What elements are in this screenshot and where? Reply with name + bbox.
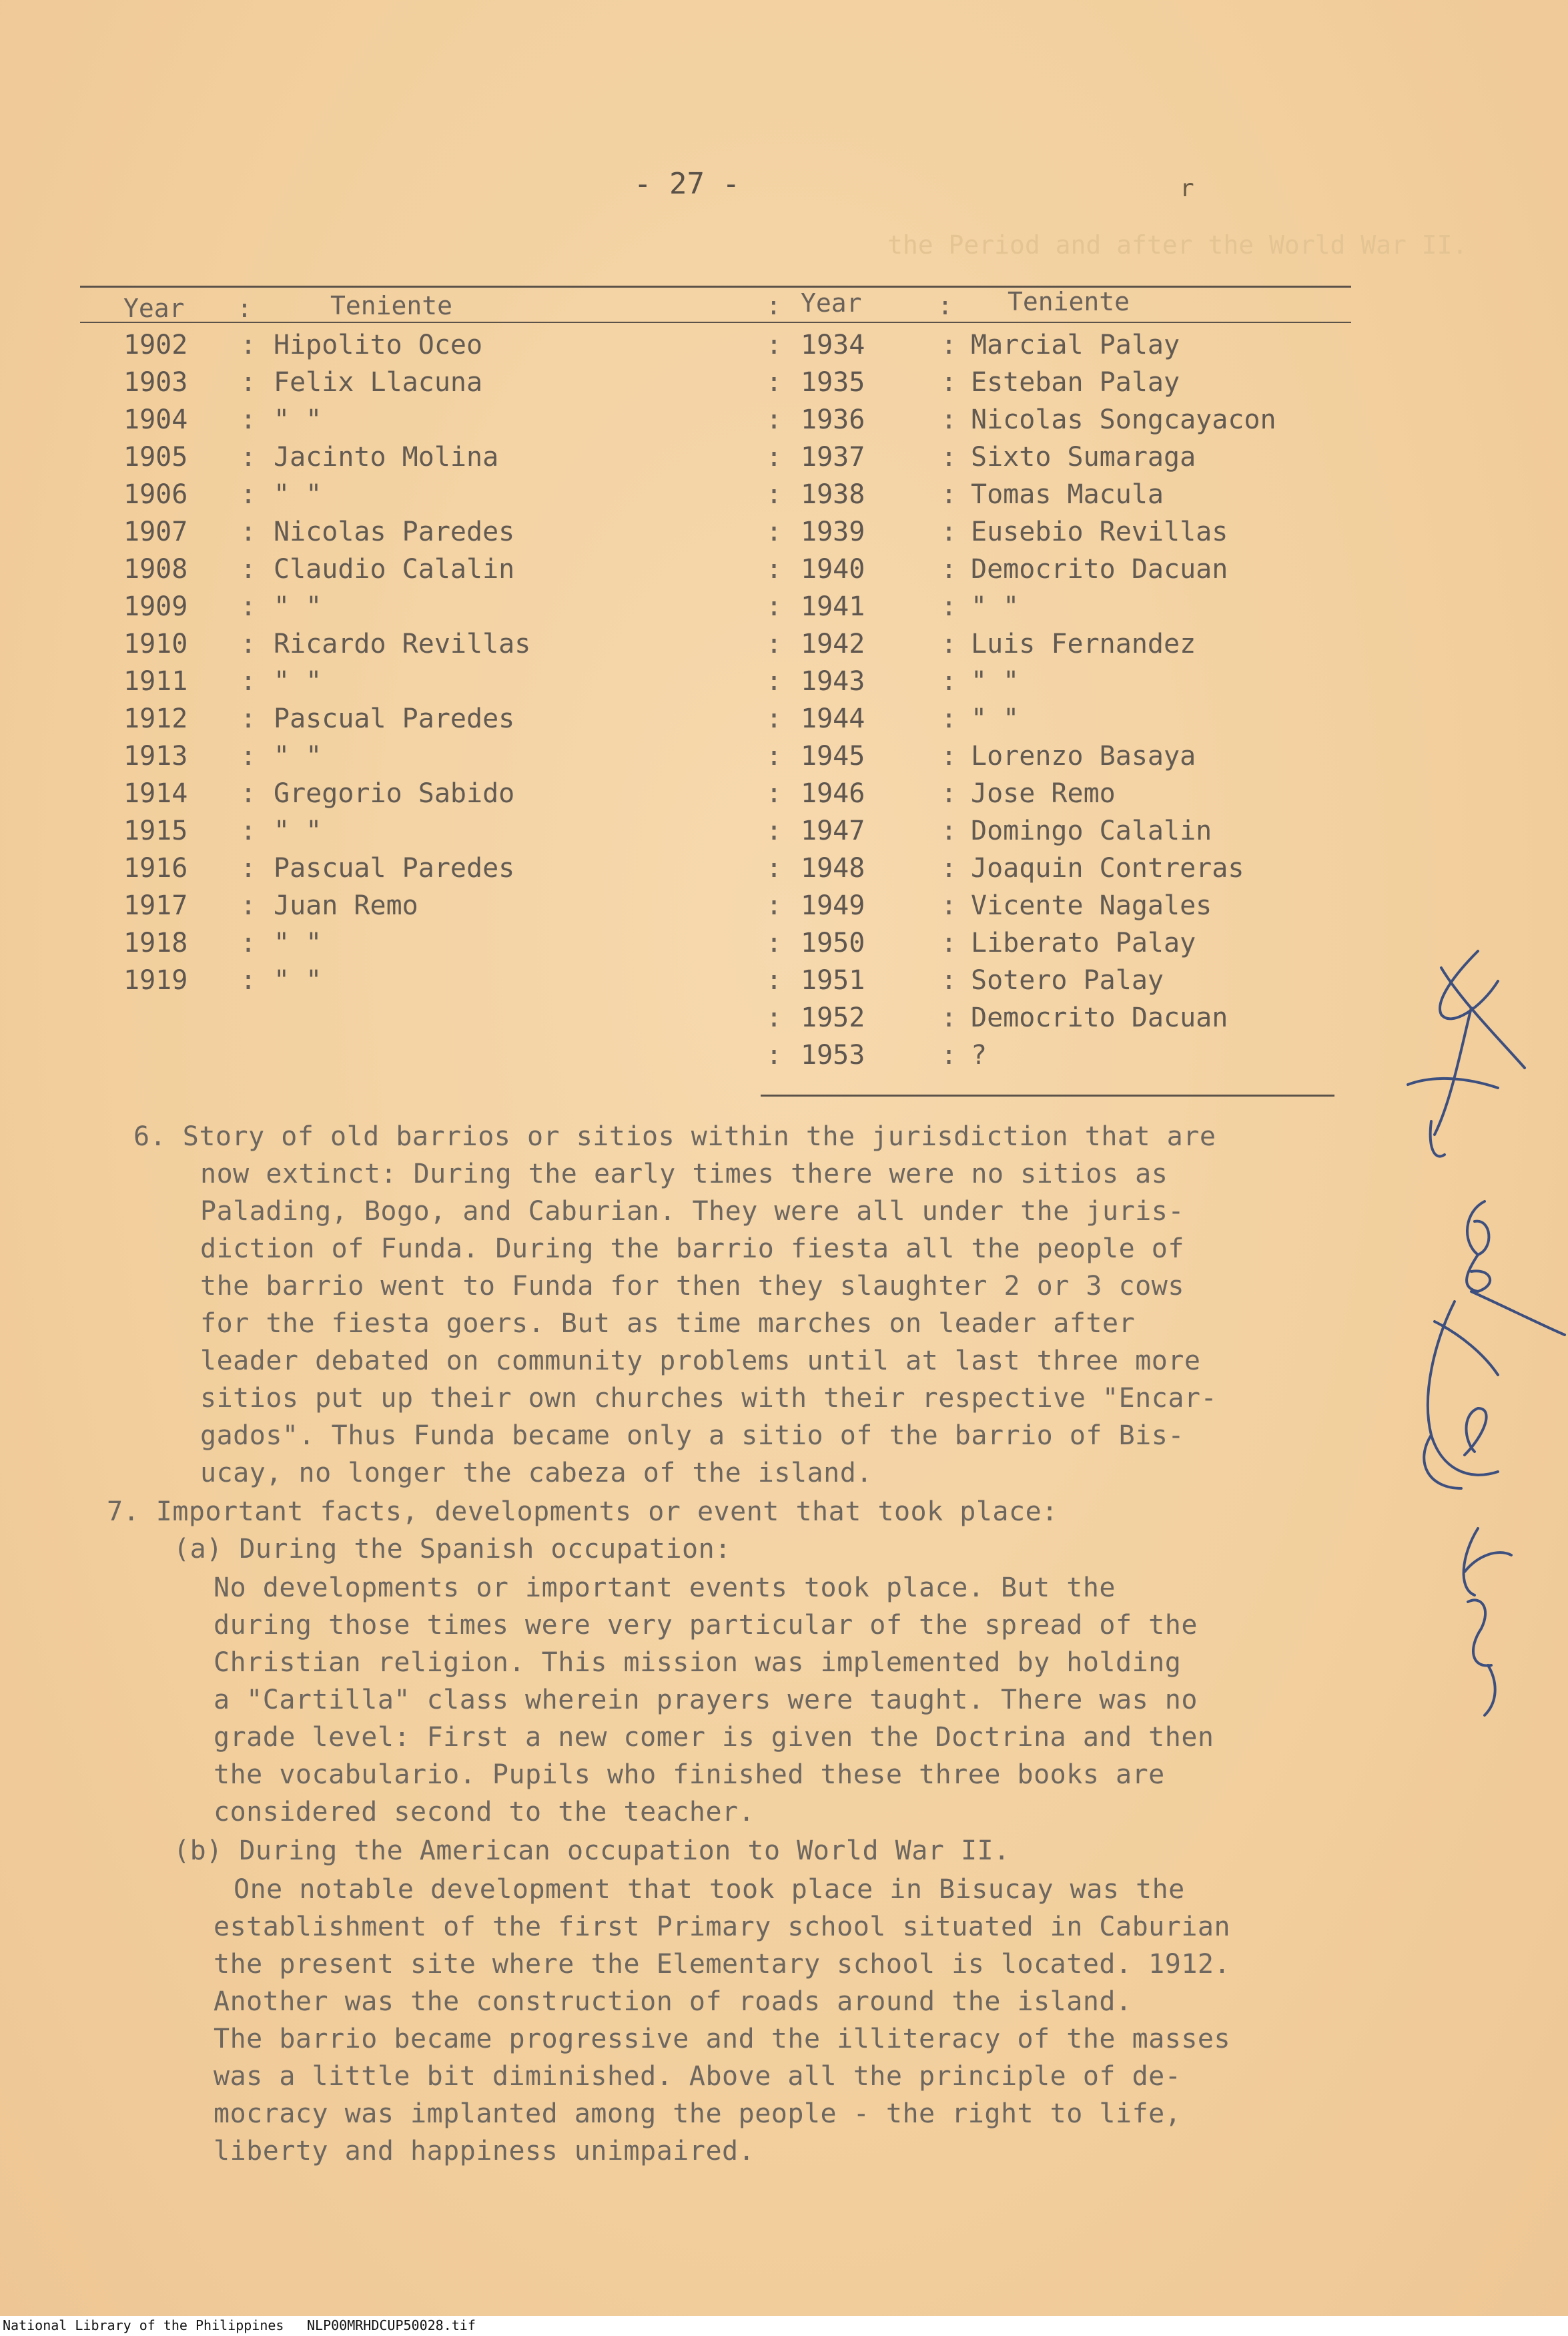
left-teniente-12: Gregorio Sabido xyxy=(274,778,515,809)
left-teniente-17: " " xyxy=(274,965,322,996)
header-sep-mid: : xyxy=(766,291,781,320)
right-year-11: 1945 xyxy=(801,741,865,772)
right-sep-mid-8: : xyxy=(766,629,783,659)
left-year-10: 1912 xyxy=(123,703,188,734)
body-line-3: Palading, Bogo, and Caburian. They were all under the juris- xyxy=(200,1196,1184,1227)
right-year-8: 1942 xyxy=(801,629,865,659)
left-sep-7: : xyxy=(240,591,257,622)
body-line-10: ucay, no longer the cabeza of the island. xyxy=(200,1458,873,1488)
right-sep-17: : xyxy=(941,965,957,996)
right-year-19: 1953 xyxy=(801,1040,865,1071)
left-teniente-3: Jacinto Molina xyxy=(274,442,499,473)
header-year-left: Year xyxy=(123,294,185,323)
right-teniente-17: Sotero Palay xyxy=(971,965,1164,996)
bleed-through-text: the Period and after the World War II. xyxy=(887,230,1468,260)
right-sep-mid-17: : xyxy=(766,965,783,996)
right-sep-mid-7: : xyxy=(766,591,783,622)
body-line-22: establishment of the first Primary school situated in Caburian xyxy=(214,1912,1231,1942)
left-year-11: 1913 xyxy=(123,741,188,772)
right-sep-mid-9: : xyxy=(766,666,783,697)
body-line-9: gados". Thus Funda became only a sitio of the barrio of Bis- xyxy=(200,1420,1184,1451)
right-sep-mid-15: : xyxy=(766,890,783,921)
right-teniente-10: " " xyxy=(971,703,1020,734)
right-teniente-2: Nicolas Songcayacon xyxy=(971,404,1276,435)
right-sep-mid-4: : xyxy=(766,479,783,510)
right-teniente-6: Democrito Dacuan xyxy=(971,554,1228,585)
right-teniente-1: Esteban Palay xyxy=(971,367,1180,398)
left-year-16: 1918 xyxy=(123,928,188,958)
right-sep-mid-2: : xyxy=(766,404,783,435)
right-sep-16: : xyxy=(941,928,957,958)
right-sep-mid-19: : xyxy=(766,1040,783,1071)
left-teniente-2: " " xyxy=(274,404,322,435)
right-year-7: 1941 xyxy=(801,591,865,622)
left-sep-1: : xyxy=(240,367,257,398)
body-line-16: a "Cartilla" class wherein prayers were taught. There was no xyxy=(214,1685,1198,1715)
header-teniente-left: Teniente xyxy=(330,291,453,320)
right-year-13: 1947 xyxy=(801,816,865,846)
right-sep-mid-10: : xyxy=(766,703,783,734)
left-sep-8: : xyxy=(240,629,257,659)
left-sep-14: : xyxy=(240,853,257,884)
right-teniente-18: Democrito Dacuan xyxy=(971,1002,1228,1033)
body-line-21: One notable development that took place in Bisucay was the xyxy=(234,1874,1185,1905)
left-sep-3: : xyxy=(240,442,257,473)
stray-mark: r xyxy=(1180,175,1194,202)
left-sep-9: : xyxy=(240,666,257,697)
right-teniente-13: Domingo Calalin xyxy=(971,816,1212,846)
right-sep-mid-13: : xyxy=(766,816,783,846)
right-sep-mid-16: : xyxy=(766,928,783,958)
right-teniente-11: Lorenzo Basaya xyxy=(971,741,1196,772)
right-year-5: 1939 xyxy=(801,517,865,547)
right-sep-1: : xyxy=(941,367,957,398)
left-sep-0: : xyxy=(240,330,257,360)
left-teniente-0: Hipolito Oceo xyxy=(274,330,483,360)
left-sep-11: : xyxy=(240,741,257,772)
body-line-14: during those times were very particular of the spread of the xyxy=(214,1610,1198,1641)
left-teniente-8: Ricardo Revillas xyxy=(274,629,531,659)
right-sep-19: : xyxy=(941,1040,957,1071)
footer-institution: National Library of the Philippines xyxy=(3,2317,284,2333)
right-year-12: 1946 xyxy=(801,778,865,809)
right-sep-mid-0: : xyxy=(766,330,783,360)
right-sep-13: : xyxy=(941,816,957,846)
right-year-10: 1944 xyxy=(801,703,865,734)
right-sep-10: : xyxy=(941,703,957,734)
header-sep-left: : xyxy=(237,294,252,323)
left-sep-16: : xyxy=(240,928,257,958)
body-line-26: was a little bit diminished. Above all the principle of de- xyxy=(214,2061,1182,2092)
left-sep-15: : xyxy=(240,890,257,921)
right-year-14: 1948 xyxy=(801,853,865,884)
left-teniente-15: Juan Remo xyxy=(274,890,418,921)
left-year-8: 1910 xyxy=(123,629,188,659)
right-sep-0: : xyxy=(941,330,957,360)
body-line-28: liberty and happiness unimpaired. xyxy=(214,2136,755,2166)
right-teniente-3: Sixto Sumaraga xyxy=(971,442,1196,473)
left-year-3: 1905 xyxy=(123,442,188,473)
left-year-14: 1916 xyxy=(123,853,188,884)
right-sep-7: : xyxy=(941,591,957,622)
left-year-5: 1907 xyxy=(123,517,188,547)
left-teniente-11: " " xyxy=(274,741,322,772)
right-sep-14: : xyxy=(941,853,957,884)
table-top-rule xyxy=(80,286,1351,288)
header-sep-right: : xyxy=(937,291,953,320)
right-year-9: 1943 xyxy=(801,666,865,697)
body-line-12: (a) During the Spanish occupation: xyxy=(173,1534,731,1564)
right-sep-2: : xyxy=(941,404,957,435)
left-year-4: 1906 xyxy=(123,479,188,510)
right-year-2: 1936 xyxy=(801,404,865,435)
right-year-1: 1935 xyxy=(801,367,865,398)
right-sep-15: : xyxy=(941,890,957,921)
left-teniente-10: Pascual Paredes xyxy=(274,703,515,734)
left-sep-5: : xyxy=(240,517,257,547)
body-line-2: now extinct: During the early times there were no sitios as xyxy=(200,1159,1168,1189)
left-sep-4: : xyxy=(240,479,257,510)
right-year-16: 1950 xyxy=(801,928,865,958)
right-year-6: 1940 xyxy=(801,554,865,585)
left-year-17: 1919 xyxy=(123,965,188,996)
left-sep-17: : xyxy=(240,965,257,996)
left-year-7: 1909 xyxy=(123,591,188,622)
right-sep-18: : xyxy=(941,1002,957,1033)
body-line-11: 7. Important facts, developments or event that took place: xyxy=(107,1496,1058,1527)
right-sep-6: : xyxy=(941,554,957,585)
right-sep-mid-14: : xyxy=(766,853,783,884)
right-sep-mid-11: : xyxy=(766,741,783,772)
body-line-18: the vocabulario. Pupils who finished these three books are xyxy=(214,1759,1165,1790)
table-header-rule xyxy=(80,322,1351,323)
left-teniente-4: " " xyxy=(274,479,322,510)
table-bottom-rule xyxy=(761,1095,1334,1097)
right-year-4: 1938 xyxy=(801,479,865,510)
right-teniente-12: Jose Remo xyxy=(971,778,1116,809)
left-teniente-9: " " xyxy=(274,666,322,697)
header-year-right: Year xyxy=(801,288,862,318)
right-teniente-0: Marcial Palay xyxy=(971,330,1180,360)
body-line-27: mocracy was implanted among the people - the right to life, xyxy=(214,2098,1182,2129)
right-year-3: 1937 xyxy=(801,442,865,473)
right-sep-mid-12: : xyxy=(766,778,783,809)
left-year-12: 1914 xyxy=(123,778,188,809)
right-teniente-15: Vicente Nagales xyxy=(971,890,1212,921)
right-sep-12: : xyxy=(941,778,957,809)
body-line-13: No developments or important events took place. But the xyxy=(214,1572,1116,1603)
left-teniente-5: Nicolas Paredes xyxy=(274,517,515,547)
right-teniente-19: ? xyxy=(971,1040,988,1071)
body-line-20: (b) During the American occupation to World War II. xyxy=(173,1835,1010,1866)
right-teniente-14: Joaquin Contreras xyxy=(971,853,1244,884)
right-teniente-4: Tomas Macula xyxy=(971,479,1164,510)
body-line-5: the barrio went to Funda for then they slaughter 2 or 3 cows xyxy=(200,1271,1184,1301)
left-year-2: 1904 xyxy=(123,404,188,435)
header-teniente-right: Teniente xyxy=(1008,287,1130,316)
body-line-4: diction of Funda. During the barrio fiesta all the people of xyxy=(200,1233,1184,1264)
left-teniente-1: Felix Llacuna xyxy=(274,367,483,398)
right-sep-mid-1: : xyxy=(766,367,783,398)
right-teniente-8: Luis Fernandez xyxy=(971,629,1196,659)
left-teniente-16: " " xyxy=(274,928,322,958)
left-year-0: 1902 xyxy=(123,330,188,360)
body-line-8: sitios put up their own churches with their respective "Encar- xyxy=(200,1383,1218,1414)
body-line-15: Christian religion. This mission was implemented by holding xyxy=(214,1647,1182,1678)
right-sep-mid-6: : xyxy=(766,554,783,585)
right-sep-3: : xyxy=(941,442,957,473)
right-sep-8: : xyxy=(941,629,957,659)
left-sep-2: : xyxy=(240,404,257,435)
left-sep-12: : xyxy=(240,778,257,809)
left-teniente-6: Claudio Calalin xyxy=(274,554,515,585)
left-year-13: 1915 xyxy=(123,816,188,846)
left-teniente-7: " " xyxy=(274,591,322,622)
right-teniente-7: " " xyxy=(971,591,1020,622)
right-sep-5: : xyxy=(941,517,957,547)
right-sep-mid-3: : xyxy=(766,442,783,473)
right-teniente-5: Eusebio Revillas xyxy=(971,517,1228,547)
right-sep-4: : xyxy=(941,479,957,510)
footer-file-name: NLP00MRHDCUP50028.tif xyxy=(307,2317,476,2333)
body-line-1: 6. Story of old barrios or sitios within the jurisdiction that are xyxy=(133,1121,1216,1152)
right-year-18: 1952 xyxy=(801,1002,865,1033)
left-year-1: 1903 xyxy=(123,367,188,398)
body-line-25: The barrio became progressive and the illiteracy of the masses xyxy=(214,2024,1231,2054)
body-line-6: for the fiesta goers. But as time marches on leader after xyxy=(200,1308,1136,1339)
left-sep-10: : xyxy=(240,703,257,734)
right-sep-mid-18: : xyxy=(766,1002,783,1033)
left-year-6: 1908 xyxy=(123,554,188,585)
body-line-23: the present site where the Elementary school is located. 1912. xyxy=(214,1949,1231,1980)
right-sep-9: : xyxy=(941,666,957,697)
left-year-15: 1917 xyxy=(123,890,188,921)
body-line-19: considered second to the teacher. xyxy=(214,1797,755,1827)
left-teniente-14: Pascual Paredes xyxy=(274,853,515,884)
body-line-17: grade level: First a new comer is given the Doctrina and then xyxy=(214,1722,1214,1753)
right-sep-11: : xyxy=(941,741,957,772)
right-year-0: 1934 xyxy=(801,330,865,360)
right-year-17: 1951 xyxy=(801,965,865,996)
left-year-9: 1911 xyxy=(123,666,188,697)
body-line-7: leader debated on community problems until at last three more xyxy=(200,1346,1201,1376)
right-teniente-16: Liberato Palay xyxy=(971,928,1196,958)
left-sep-6: : xyxy=(240,554,257,585)
right-sep-mid-5: : xyxy=(766,517,783,547)
left-teniente-13: " " xyxy=(274,816,322,846)
right-year-15: 1949 xyxy=(801,890,865,921)
page-number: - 27 - xyxy=(634,167,740,201)
body-line-24: Another was the construction of roads around the island. xyxy=(214,1986,1132,2017)
right-teniente-9: " " xyxy=(971,666,1020,697)
left-sep-13: : xyxy=(240,816,257,846)
